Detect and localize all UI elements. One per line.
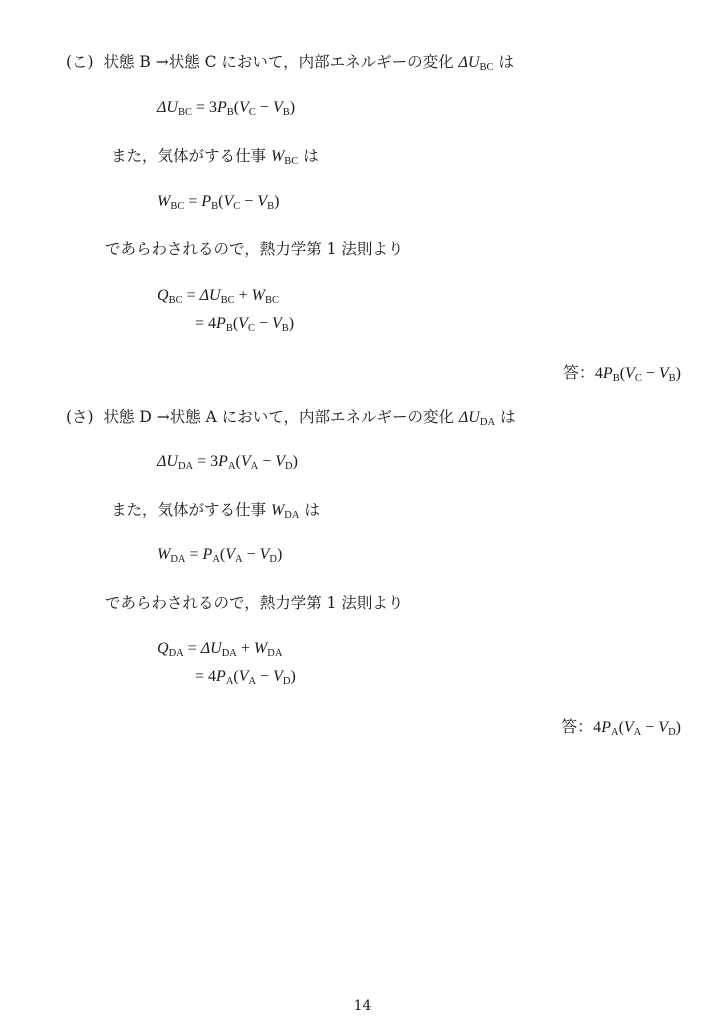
- paren: ): [292, 453, 298, 470]
- delta-u: ΔU: [157, 99, 178, 116]
- work-symbol: W: [270, 502, 285, 519]
- subscript: DA: [177, 461, 194, 472]
- work: W: [251, 287, 265, 304]
- subscript: A: [212, 554, 220, 565]
- work: W: [157, 193, 171, 210]
- equation-work-da: [157, 545, 282, 565]
- subscript: A: [235, 554, 243, 565]
- intro-end: は: [493, 53, 514, 71]
- pressure: P: [216, 668, 226, 685]
- subscript: B: [282, 107, 290, 118]
- subscript: A: [610, 727, 619, 738]
- paren: ): [675, 365, 681, 382]
- equation-delta-u-da: [157, 452, 298, 472]
- subscript: B: [267, 201, 275, 212]
- paren: ): [289, 99, 296, 116]
- paren: (: [232, 315, 239, 332]
- equals: = 4: [195, 315, 217, 332]
- volume: V: [658, 719, 669, 736]
- equals: =: [185, 546, 203, 563]
- subscript: B: [668, 373, 676, 384]
- subscript: A: [250, 461, 259, 472]
- also-end: は: [299, 501, 320, 519]
- section-label: (さ): [66, 408, 94, 426]
- equals: = 4: [195, 668, 217, 685]
- work-symbol: W: [270, 148, 285, 165]
- paren: (: [619, 365, 626, 382]
- subscript: BC: [284, 156, 299, 167]
- subscript: DA: [221, 648, 237, 659]
- paren: (: [233, 668, 239, 685]
- volume: V: [239, 99, 249, 116]
- pressure: P: [602, 365, 613, 382]
- subscript: B: [281, 323, 289, 334]
- volume: V: [257, 193, 268, 210]
- also-text: また，気体がする仕事: [111, 501, 271, 519]
- subscript: A: [227, 461, 236, 472]
- equals: = 3: [191, 99, 217, 116]
- minus: −: [641, 719, 659, 736]
- equals: = 3: [193, 453, 219, 470]
- work: W: [253, 640, 268, 657]
- subscript: BC: [479, 62, 494, 73]
- page-number: 14: [353, 998, 372, 1014]
- equation-heat-da-result: [195, 667, 296, 687]
- subscript: A: [225, 676, 234, 687]
- subscript: DA: [479, 417, 496, 428]
- delta-u-symbol: ΔU: [458, 409, 480, 426]
- volume: V: [259, 546, 270, 563]
- equation-delta-u-bc: [157, 98, 295, 118]
- volume: V: [625, 365, 635, 382]
- plus: +: [236, 640, 254, 657]
- subscript: BC: [168, 295, 183, 306]
- minus: −: [254, 315, 272, 332]
- subscript: B: [612, 373, 620, 384]
- subscript: BC: [170, 201, 185, 212]
- subscript: BC: [177, 107, 192, 118]
- subscript: A: [633, 727, 642, 738]
- subscript: DA: [170, 554, 186, 565]
- volume: V: [271, 315, 282, 332]
- minus: −: [641, 365, 659, 382]
- subscript: D: [269, 554, 278, 565]
- paren: ): [290, 668, 296, 685]
- section-ko-heading: [66, 52, 514, 73]
- pressure: P: [217, 99, 227, 116]
- also-work-text: [111, 500, 320, 521]
- subscript: D: [668, 727, 676, 738]
- equation-heat-da: [157, 639, 282, 659]
- subscript: A: [248, 676, 257, 687]
- subscript: C: [634, 373, 642, 384]
- subscript: B: [225, 323, 233, 334]
- pressure: P: [201, 193, 212, 210]
- delta-u: ΔU: [199, 287, 221, 304]
- plus: +: [234, 287, 252, 304]
- minus: −: [240, 193, 258, 210]
- subscript: C: [233, 201, 241, 212]
- minus: −: [255, 99, 273, 116]
- subscript: B: [226, 107, 234, 118]
- also-end: は: [298, 147, 319, 165]
- subscript: BC: [264, 295, 279, 306]
- heat: Q: [157, 287, 169, 304]
- equals: =: [182, 287, 200, 304]
- volume: V: [272, 99, 283, 116]
- paren: (: [218, 193, 224, 210]
- minus: −: [258, 453, 276, 470]
- volume: V: [225, 546, 236, 563]
- answer-da: [561, 718, 681, 738]
- first-law-text: であらわされるので，熱力学第 1 法則より: [105, 594, 404, 612]
- paren: ): [288, 315, 295, 332]
- intro-text: 状態 B →状態 C において，内部エネルギーの変化: [103, 53, 459, 71]
- work: W: [157, 546, 171, 563]
- paren: (: [235, 453, 241, 470]
- volume: V: [273, 668, 283, 685]
- answer-bc: [563, 364, 681, 384]
- volume: V: [275, 453, 286, 470]
- volume: V: [658, 365, 669, 382]
- equals: =: [183, 640, 201, 657]
- paren: (: [219, 546, 226, 563]
- also-work-text: [111, 146, 319, 167]
- equals: =: [184, 193, 202, 210]
- subscript: D: [282, 676, 291, 687]
- first-law-text: であらわされるので，熱力学第 1 法則より: [105, 240, 404, 258]
- subscript: D: [285, 461, 293, 472]
- intro-end: は: [495, 408, 516, 426]
- volume: V: [240, 453, 251, 470]
- paren: (: [233, 99, 240, 116]
- heat: Q: [157, 640, 169, 657]
- minus: −: [242, 546, 260, 563]
- pressure: P: [216, 315, 226, 332]
- paren: ): [277, 546, 283, 563]
- pressure: P: [601, 719, 611, 736]
- pressure: P: [202, 546, 213, 563]
- minus: −: [256, 668, 274, 685]
- volume: V: [623, 719, 634, 736]
- volume: V: [223, 193, 234, 210]
- volume: V: [238, 315, 248, 332]
- answer-prefix: 答：4: [561, 719, 602, 736]
- also-text: また，気体がする仕事: [111, 147, 271, 165]
- subscript: DA: [168, 648, 184, 659]
- equation-work-bc: [157, 192, 279, 212]
- subscript: DA: [267, 648, 283, 659]
- subscript: DA: [284, 510, 300, 521]
- pressure: P: [218, 453, 228, 470]
- delta-u: ΔU: [157, 453, 178, 470]
- section-label: (こ): [66, 53, 94, 71]
- volume: V: [238, 668, 249, 685]
- subscript: B: [211, 201, 219, 212]
- delta-u-symbol: ΔU: [458, 54, 480, 71]
- subscript: C: [248, 107, 256, 118]
- paren: (: [618, 719, 624, 736]
- answer-prefix: 答：4: [562, 365, 603, 382]
- paren: ): [274, 193, 280, 210]
- section-sa-heading: [66, 407, 515, 428]
- intro-text: 状態 D →状態 A において，内部エネルギーの変化: [103, 408, 459, 426]
- paren: ): [675, 719, 681, 736]
- equation-heat-bc: [157, 286, 279, 306]
- subscript: BC: [220, 295, 235, 306]
- equation-heat-bc-result: [195, 314, 294, 334]
- delta-u: ΔU: [200, 640, 222, 657]
- subscript: C: [247, 323, 255, 334]
